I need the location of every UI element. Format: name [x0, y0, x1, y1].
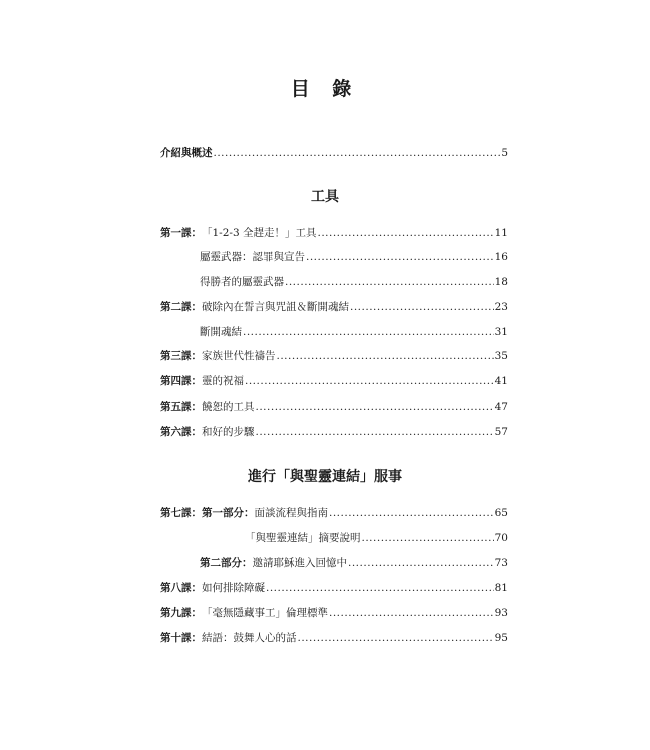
toc-entry[interactable]: [160, 349, 508, 363]
toc-entry[interactable]: [200, 325, 508, 339]
toc-page-number: 31: [494, 326, 508, 338]
leader-dots: [285, 275, 494, 289]
toc-entry-text: 「1-2-3 全趕走！」工具: [202, 227, 317, 239]
leader-dots: [243, 325, 494, 339]
toc-page-number: 41: [494, 375, 508, 387]
toc-page-number: 18: [494, 276, 508, 288]
toc-entry-text: 結語：鼓舞人心的話: [202, 632, 297, 644]
toc-entry-text: 介紹與概述: [160, 147, 213, 159]
toc-page-number: 16: [494, 251, 508, 263]
toc-entry[interactable]: [160, 300, 508, 314]
toc-entry-text: 邀請耶穌進入回憶中: [252, 557, 347, 569]
toc-entry[interactable]: [160, 606, 508, 620]
leader-dots: [348, 556, 494, 570]
lesson-label: 第十課：: [160, 632, 202, 644]
toc-entry[interactable]: [160, 631, 508, 645]
section-heading-tools: 工具: [311, 189, 339, 205]
lesson-label: 第一課：: [160, 227, 202, 239]
lesson-label: 第八課：: [160, 582, 202, 594]
toc-page-number: 81: [494, 582, 508, 594]
lesson-label: 第五課：: [160, 401, 202, 413]
toc-page-number: 65: [494, 507, 508, 519]
leader-dots: [245, 374, 494, 388]
section-heading-ministry: 進行「與聖靈連結」服事: [248, 469, 402, 485]
toc-entry[interactable]: [200, 275, 508, 289]
leader-dots: [214, 146, 501, 160]
toc-page-number: 35: [494, 350, 508, 362]
toc-page-number: 11: [494, 227, 508, 239]
toc-entry-text: 家族世代性禱告: [202, 350, 276, 362]
toc-entry-text: 饒恕的工具: [202, 401, 255, 413]
part-label: 第一部分：: [202, 507, 255, 519]
toc-entry[interactable]: [160, 400, 508, 414]
toc-page-number: 23: [494, 301, 508, 313]
toc-page-number: 93: [494, 607, 508, 619]
toc-entry[interactable]: [200, 250, 508, 264]
lesson-label: 第二課：: [160, 301, 202, 313]
toc-page-number: 57: [494, 426, 508, 438]
lesson-label: 第四課：: [160, 375, 202, 387]
toc-entry-text: 和好的步驟: [202, 426, 255, 438]
leader-dots: [350, 300, 494, 314]
toc-entry-text: 得勝者的屬靈武器: [200, 276, 284, 288]
lesson-label: 第七課：: [160, 507, 202, 519]
toc-entry[interactable]: [160, 425, 508, 439]
toc-page-number: 70: [494, 532, 508, 544]
toc-entry-intro[interactable]: [160, 146, 508, 160]
leader-dots: [329, 506, 494, 520]
toc-entry-text: 面談流程與指南: [254, 507, 328, 519]
toc-entry[interactable]: [160, 581, 508, 595]
toc-entry-text: 破除內在誓言與咒詛＆斷開魂結: [202, 301, 349, 313]
toc-entry-text: 如何排除障礙: [202, 582, 265, 594]
leader-dots: [298, 631, 494, 645]
part-label: 第二部分：: [200, 557, 253, 569]
leader-dots: [329, 606, 494, 620]
leader-dots: [362, 531, 494, 545]
lesson-label: 第九課：: [160, 607, 202, 619]
leader-dots: [277, 349, 494, 363]
toc-page-number: 5: [501, 147, 508, 159]
toc-entry-text: 「與聖靈連結」摘要說明: [245, 532, 361, 544]
toc-entry[interactable]: [160, 374, 508, 388]
toc-page-number: 73: [494, 557, 508, 569]
leader-dots: [317, 226, 493, 240]
leader-dots: [266, 581, 494, 595]
lesson-label: 第六課：: [160, 426, 202, 438]
lesson-label: 第三課：: [160, 350, 202, 362]
toc-page-number: 95: [494, 632, 508, 644]
leader-dots: [256, 400, 494, 414]
toc-entry-text: 屬靈武器：認罪與宣告: [200, 251, 305, 263]
toc-entry[interactable]: [160, 226, 508, 240]
leader-dots: [256, 425, 494, 439]
toc-entry[interactable]: [245, 531, 508, 545]
toc-entry[interactable]: [160, 506, 508, 520]
toc-page-number: 47: [494, 401, 508, 413]
toc-entry-text: 「毫無隱藏事工」倫理標準: [202, 607, 328, 619]
toc-entry-text: 斷開魂結: [200, 326, 242, 338]
page-title: 目 錄: [290, 78, 360, 100]
leader-dots: [306, 250, 494, 264]
toc-entry-text: 靈的祝福: [202, 375, 244, 387]
toc-entry[interactable]: [200, 556, 508, 570]
